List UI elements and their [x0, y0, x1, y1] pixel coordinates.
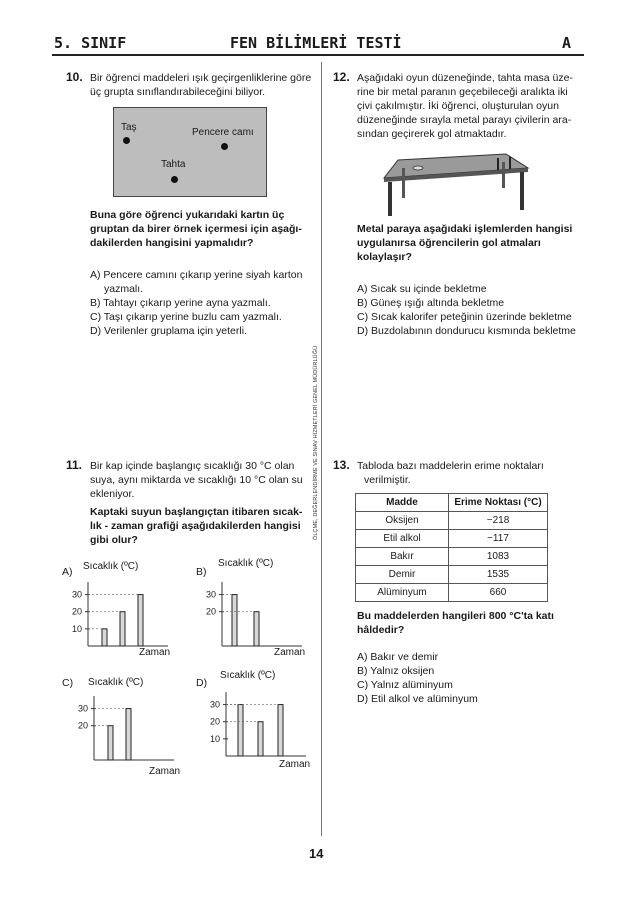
table-header-melting-point: Erime Noktası (°C): [449, 494, 548, 512]
q12-intro-line5: sından geçirerek gol atmaktadır.: [357, 128, 507, 140]
table-row: [356, 584, 548, 602]
chart-b-xlabel: Zaman: [274, 647, 306, 658]
y-tick-label: 10: [209, 733, 220, 744]
table-cell-substance: Bakır: [356, 548, 449, 566]
chart-b-letter[interactable]: B): [196, 566, 207, 578]
bar: [102, 629, 107, 646]
chart-b: [192, 576, 312, 650]
bar: [232, 595, 237, 646]
q11-intro-line1: Bir kap içinde başlangıç sıcaklığı 30 °C olan: [90, 460, 295, 472]
material-card: [113, 107, 267, 197]
q12-prompt-line3: kolaylaşır?: [357, 251, 412, 263]
y-tick-label: 10: [71, 623, 82, 634]
bar: [138, 595, 143, 646]
chart-a-xlabel: Zaman: [139, 647, 171, 658]
table-leg-front-left: [388, 182, 392, 216]
test-title: FEN BİLİMLERİ TESTİ: [230, 34, 402, 52]
q13-intro-line2: verilmiştir.: [364, 474, 411, 486]
q12-option-a[interactable]: A) Sıcak su içinde bekletme: [357, 283, 487, 295]
card-item-window-glass: Pencere camı: [192, 127, 254, 138]
table-row: [356, 530, 548, 548]
bar: [278, 705, 283, 756]
q12-option-c[interactable]: C) Sıcak kalorifer peteğinin üzerinde bekletme: [357, 311, 572, 323]
q13-number: 13.: [333, 458, 350, 472]
column-divider: [321, 62, 322, 836]
y-tick-label: 30: [205, 589, 216, 600]
q13-option-a[interactable]: A) Bakır ve demir: [357, 651, 439, 663]
table-cell-melting-point: 1535: [449, 566, 548, 584]
chart-a-ylabel: Sıcaklık (ºC): [83, 561, 139, 572]
bar: [258, 722, 263, 756]
y-tick-label: 20: [205, 606, 216, 617]
table-cell-melting-point: 1083: [449, 548, 548, 566]
chart-b-ylabel: Sıcaklık (ºC): [218, 558, 274, 569]
q10-intro-line2: üç grupta sınıflandırabileceğini biliyor.: [90, 86, 266, 98]
y-tick-label: 30: [77, 703, 88, 714]
q12-intro-line2: rine bir metal paranın geçebileceği aralıkta iki: [357, 86, 568, 98]
q12-prompt-line2: uygulanırsa öğrencilerin gol atmaları: [357, 237, 541, 249]
q12-intro-line3: çivi çakılmıştır. İki öğrenci, oluşturulan oyun: [357, 100, 559, 112]
q10-option-b[interactable]: B) Tahtayı çıkarıp yerine ayna yazmalı.: [90, 297, 271, 309]
y-tick-label: 20: [71, 606, 82, 617]
q10-option-a[interactable]: A) Pencere camını çıkarıp yerine siyah karton: [90, 269, 303, 281]
table-cell-substance: Etil alkol: [356, 530, 449, 548]
table-cell-melting-point: 660: [449, 584, 548, 602]
chart-d-xlabel: Zaman: [279, 759, 311, 770]
table-leg-back-left: [402, 168, 405, 198]
bar: [126, 709, 131, 760]
header-rule: [52, 54, 584, 56]
metal-coin: [413, 166, 423, 170]
page-number: 14: [309, 846, 324, 861]
table-row: [356, 548, 548, 566]
table-header-substance: Madde: [356, 494, 449, 512]
q11-number: 11.: [66, 458, 83, 472]
table-cell-substance: Demir: [356, 566, 449, 584]
chart-c-ylabel: Sıcaklık (ºC): [88, 677, 144, 688]
card-dot-window-glass: [221, 143, 228, 150]
q10-prompt-line3: dakilerden hangisini yapmalıdır?: [90, 237, 254, 249]
q10-prompt-line2: gruptan da birer örnek içermesi için aşağı-: [90, 223, 302, 235]
card-item-wood: Tahta: [161, 159, 186, 170]
chart-d-letter[interactable]: D): [196, 677, 208, 689]
q10-option-a-cont[interactable]: yazmalı.: [104, 283, 144, 295]
game-table-illustration: [378, 148, 538, 218]
q13-option-d[interactable]: D) Etil alkol ve alüminyum: [357, 693, 478, 705]
card-item-stone: Taş: [121, 122, 137, 133]
chart-a: [58, 576, 178, 650]
table-row: [356, 566, 548, 584]
q12-prompt-line1: Metal paraya aşağıdaki işlemlerden hangisi: [357, 223, 573, 235]
table-cell-melting-point: −117: [449, 530, 548, 548]
bar: [108, 726, 113, 760]
chart-a-letter[interactable]: A): [62, 566, 73, 578]
card-dot-wood: [171, 176, 178, 183]
q12-intro-line1: Aşağıdaki oyun düzeneğinde, tahta masa üze-: [357, 72, 573, 84]
q11-prompt-line2: lık - zaman grafiği aşağıdakilerden hangisi: [90, 520, 301, 532]
grade-label: 5. SINIF: [54, 34, 127, 52]
q10-option-d[interactable]: D) Verilenler gruplama için yeterli.: [90, 325, 247, 337]
q11-intro-line2: suya, aynı miktarda ve sıcaklığı 10 °C olan su: [90, 474, 303, 486]
y-tick-label: 20: [209, 716, 220, 727]
q12-intro-line4: düzeneğinde sırayla metal parayı çivilerin ara-: [357, 114, 572, 126]
chart-d-ylabel: Sıcaklık (ºC): [220, 670, 276, 681]
q11-intro-line3: ekleniyor.: [90, 488, 135, 500]
bar: [254, 612, 259, 646]
y-tick-label: 30: [71, 589, 82, 600]
table-cell-melting-point: −218: [449, 512, 548, 530]
q12-option-d[interactable]: D) Buzdolabının dondurucu kısmında bekletme: [357, 325, 576, 337]
q11-prompt-line3: gibi olur?: [90, 534, 138, 546]
q13-option-c[interactable]: C) Yalnız alüminyum: [357, 679, 453, 691]
table-leg-front-right: [520, 172, 524, 210]
bar: [238, 705, 243, 756]
table-header-row: [356, 494, 548, 512]
q13-prompt-line2: hâldedir?: [357, 624, 405, 636]
chart-c-xlabel: Zaman: [149, 766, 181, 777]
melting-point-table: [355, 493, 548, 602]
chart-d: [196, 686, 316, 760]
q10-number: 10.: [66, 70, 83, 84]
q13-intro-line1: Tabloda bazı maddelerin erime noktaları: [357, 460, 544, 472]
q12-option-b[interactable]: B) Güneş ışığı altında bekletme: [357, 297, 505, 309]
table-row: [356, 512, 548, 530]
publisher-vertical-text: ÖLÇME, DEĞERLENDİRME VE SINAV HİZMETLERİ GENEL MÜDÜRLÜĞÜ: [313, 345, 319, 540]
y-tick-label: 30: [209, 699, 220, 710]
q13-option-b[interactable]: B) Yalnız oksijen: [357, 665, 435, 677]
q13-prompt-line1: Bu maddelerden hangileri 800 °C'ta katı: [357, 610, 554, 622]
q11-prompt-line1: Kaptaki suyun başlangıçtan itibaren sıcak-: [90, 506, 303, 518]
table-cell-substance: Alüminyum: [356, 584, 449, 602]
y-tick-label: 20: [77, 720, 88, 731]
card-dot-stone: [123, 137, 130, 144]
chart-c: [62, 690, 182, 764]
q10-option-c[interactable]: C) Taşı çıkarıp yerine buzlu cam yazmalı.: [90, 311, 282, 323]
booklet-letter: A: [562, 34, 572, 52]
table-cell-substance: Oksijen: [356, 512, 449, 530]
chart-c-letter[interactable]: C): [62, 677, 74, 689]
bar: [120, 612, 125, 646]
table-leg-back-right: [502, 162, 505, 188]
q10-intro-line1: Bir öğrenci maddeleri ışık geçirgenliklerine göre: [90, 72, 312, 84]
q12-number: 12.: [333, 70, 350, 84]
q10-prompt-line1: Buna göre öğrenci yukarıdaki kartın üç: [90, 209, 285, 221]
